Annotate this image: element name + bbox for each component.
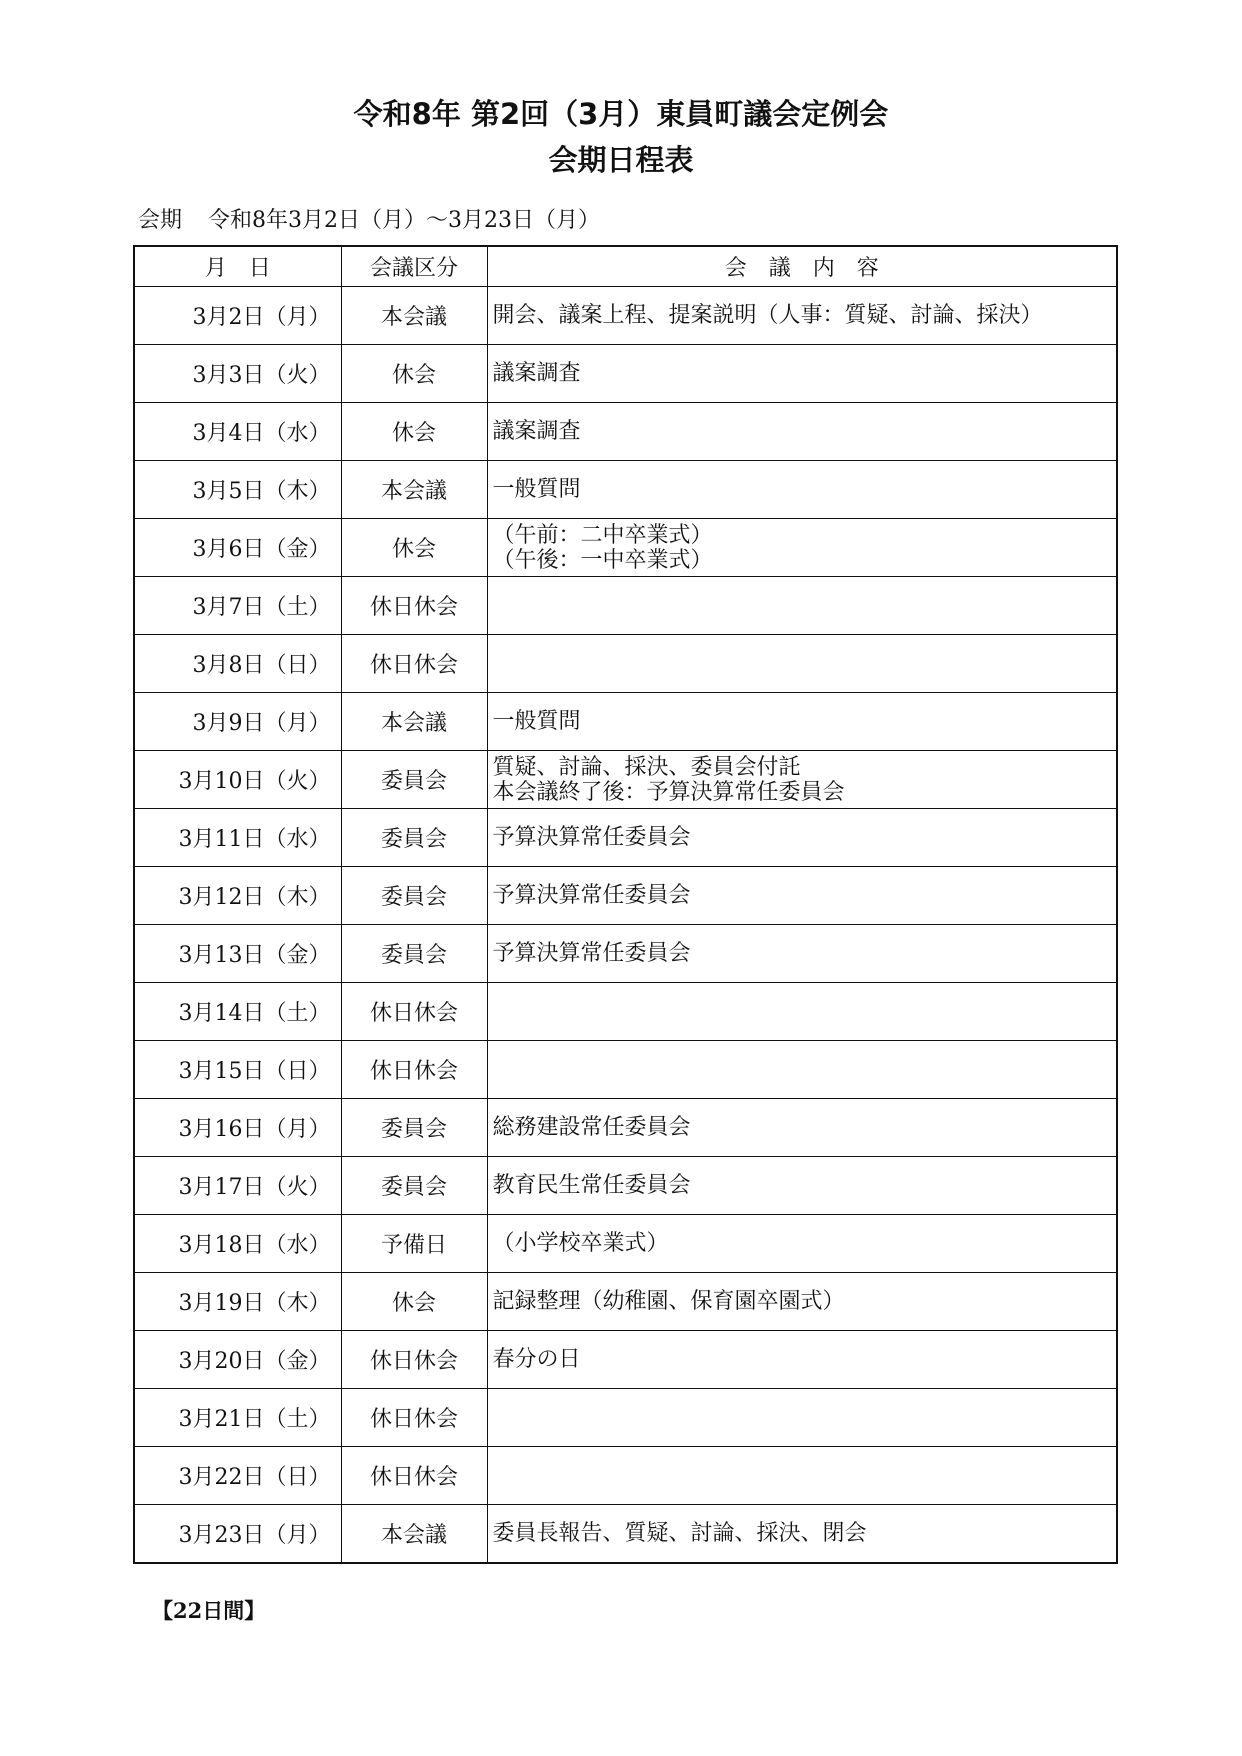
table-row (134, 1041, 1117, 1099)
content-line: （午前：二中卒業式） (492, 522, 713, 548)
row-date: 3月9日（月） (134, 693, 341, 751)
row-type: 委員会 (341, 751, 487, 809)
row-content (487, 1157, 1117, 1215)
row-date: 3月5日（木） (134, 461, 341, 519)
row-content (487, 1389, 1117, 1447)
row-type: 休日休会 (341, 635, 487, 693)
table-row (134, 1157, 1117, 1215)
row-date: 3月2日（月） (134, 287, 341, 345)
row-date: 3月6日（金） (134, 519, 341, 577)
period-label: 会期 (138, 208, 183, 233)
row-date: 3月4日（水） (134, 403, 341, 461)
row-date: 3月17日（火） (134, 1157, 341, 1215)
row-date: 3月13日（金） (134, 925, 341, 983)
content-line: 議案調査 (492, 419, 581, 444)
table-row (134, 809, 1117, 867)
row-content (487, 809, 1117, 867)
row-content (487, 1447, 1117, 1505)
document-title: 令和8年 第2回（3月）東員町議会定例会 (353, 97, 889, 131)
row-content (487, 1099, 1117, 1157)
header-date: 月 日 (134, 246, 341, 287)
row-date: 3月12日（木） (134, 867, 341, 925)
row-content (487, 983, 1117, 1041)
total-days: 【22日間】 (152, 1598, 266, 1623)
row-type: 本会議 (341, 287, 487, 345)
row-content (487, 693, 1117, 751)
table-row (134, 1331, 1117, 1389)
table-row (134, 1447, 1117, 1505)
row-content (487, 577, 1117, 635)
row-date: 3月10日（火） (134, 751, 341, 809)
row-type: 委員会 (341, 925, 487, 983)
content-line: 春分の日 (492, 1347, 581, 1372)
row-content (487, 867, 1117, 925)
content-line: 本会議終了後：予算決算常任委員会 (492, 779, 845, 805)
row-content (487, 635, 1117, 693)
row-type: 休日休会 (341, 1389, 487, 1447)
table-row (134, 751, 1117, 809)
row-type: 本会議 (341, 1505, 487, 1564)
table-row (134, 287, 1117, 345)
row-content (487, 1331, 1117, 1389)
table-row (134, 1273, 1117, 1331)
content-line: 予算決算常任委員会 (492, 883, 691, 908)
table-row (134, 635, 1117, 693)
content-line: （小学校卒業式） (492, 1231, 669, 1256)
content-line: 予算決算常任委員会 (492, 825, 691, 850)
row-type: 休会 (341, 345, 487, 403)
row-type: 休日休会 (341, 1447, 487, 1505)
table-row (134, 461, 1117, 519)
row-type: 休日休会 (341, 983, 487, 1041)
table-row (134, 403, 1117, 461)
content-line: 開会、議案上程、提案説明（人事：質疑、討論、採決） (492, 303, 1043, 328)
table-row (134, 1215, 1117, 1273)
row-content (487, 925, 1117, 983)
table-row (134, 925, 1117, 983)
row-date: 3月8日（日） (134, 635, 341, 693)
header-content: 会 議 内 容 (487, 246, 1117, 287)
row-content (487, 403, 1117, 461)
table-row (134, 1099, 1117, 1157)
content-line: 議案調査 (492, 361, 581, 386)
row-date: 3月14日（土） (134, 983, 341, 1041)
row-date: 3月19日（木） (134, 1273, 341, 1331)
row-date: 3月7日（土） (134, 577, 341, 635)
content-line: 予算決算常任委員会 (492, 941, 691, 966)
table-row (134, 1389, 1117, 1447)
row-content (487, 1041, 1117, 1099)
row-type: 休会 (341, 1273, 487, 1331)
row-type: 予備日 (341, 1215, 487, 1273)
row-type: 休会 (341, 519, 487, 577)
row-type: 本会議 (341, 693, 487, 751)
row-type: 委員会 (341, 1099, 487, 1157)
table-row (134, 519, 1117, 577)
content-line: （午後：一中卒業式） (492, 547, 713, 573)
row-content (487, 519, 1117, 577)
content-line: 一般質問 (492, 709, 581, 734)
row-type: 休日休会 (341, 1331, 487, 1389)
row-type: 委員会 (341, 1157, 487, 1215)
content-line: 教育民生常任委員会 (492, 1173, 691, 1198)
table-row (134, 1505, 1117, 1564)
period-value: 令和8年3月2日（月）～3月23日（月） (208, 208, 600, 233)
content-line: 一般質問 (492, 477, 581, 502)
row-type: 休日休会 (341, 1041, 487, 1099)
row-content (487, 1215, 1117, 1273)
row-date: 3月22日（日） (134, 1447, 341, 1505)
table-row (134, 345, 1117, 403)
session-period (138, 203, 626, 234)
table-header-row (134, 246, 1117, 287)
header-type: 会議区分 (341, 246, 487, 287)
row-content (487, 751, 1117, 809)
table-row (134, 577, 1117, 635)
table-row (134, 983, 1117, 1041)
row-date: 3月3日（火） (134, 345, 341, 403)
row-date: 3月21日（土） (134, 1389, 341, 1447)
row-type: 委員会 (341, 867, 487, 925)
row-date: 3月15日（日） (134, 1041, 341, 1099)
row-content (487, 1273, 1117, 1331)
row-content (487, 461, 1117, 519)
row-type: 本会議 (341, 461, 487, 519)
content-line: 記録整理（幼稚園、保育園卒園式） (492, 1289, 845, 1314)
row-date: 3月11日（水） (134, 809, 341, 867)
row-type: 委員会 (341, 809, 487, 867)
row-date: 3月20日（金） (134, 1331, 341, 1389)
content-line: 委員長報告、質疑、討論、採決、閉会 (492, 1521, 867, 1546)
row-type: 休会 (341, 403, 487, 461)
document-subtitle: 会期日程表 (548, 143, 694, 177)
table-row (134, 867, 1117, 925)
content-line: 総務建設常任委員会 (492, 1115, 691, 1140)
row-content (487, 1505, 1117, 1564)
schedule-table (133, 245, 1118, 1564)
table-row (134, 693, 1117, 751)
content-line: 質疑、討論、採決、委員会付託 (492, 754, 801, 780)
row-date: 3月16日（月） (134, 1099, 341, 1157)
row-date: 3月23日（月） (134, 1505, 341, 1564)
row-content (487, 345, 1117, 403)
row-date: 3月18日（水） (134, 1215, 341, 1273)
row-content (487, 287, 1117, 345)
row-type: 休日休会 (341, 577, 487, 635)
